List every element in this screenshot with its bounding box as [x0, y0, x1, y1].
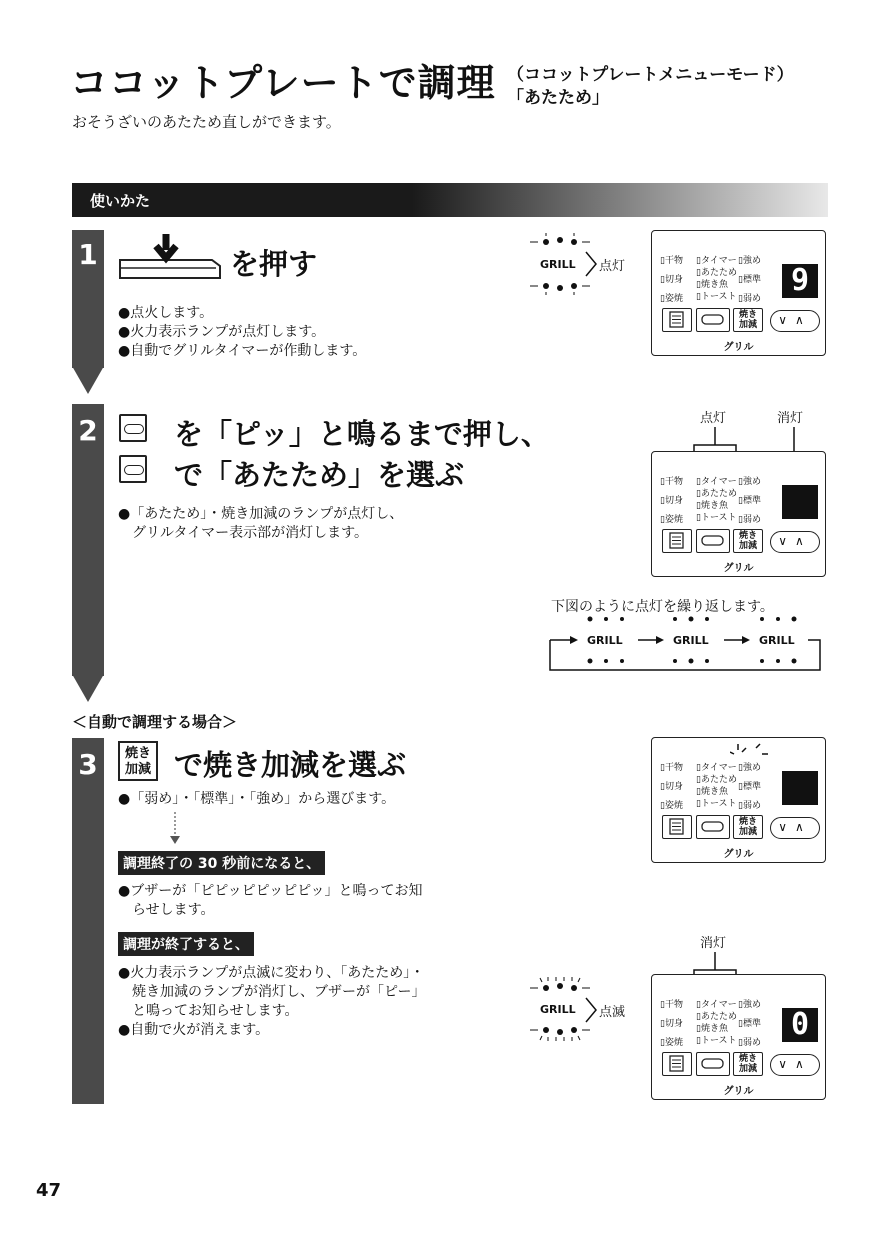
panel-label-yakizakana: ▯焼き魚	[696, 280, 728, 290]
grill-label: GRILL	[540, 258, 576, 271]
panel-label-himono: ▯干物	[660, 1000, 683, 1010]
bullet: らせします。	[118, 902, 215, 918]
menu-button-icon	[662, 529, 692, 553]
grill-label: GRILL	[540, 1003, 576, 1016]
panel-label-toast: ▯トースト	[696, 513, 737, 523]
control-panel-1	[651, 230, 826, 356]
grill-key-icon	[119, 455, 147, 483]
page-subtitle: おそうざいのあたため直しができます。	[72, 113, 341, 131]
panel-label-kirimi: ▯切身	[660, 275, 683, 285]
yaki-label-1: 焼き	[738, 817, 757, 827]
panel-label-kirimi: ▯切身	[660, 782, 683, 792]
blink-marks-icon	[730, 742, 770, 776]
panel-label-kirimi: ▯切身	[660, 496, 683, 506]
step-1-number: 1	[78, 238, 98, 271]
panel-label-tsuyome: ▯強め	[738, 256, 761, 266]
yaki-kagen-button	[733, 308, 763, 332]
step-2-number: 2	[78, 414, 98, 447]
note-finish-label: 調理が終了すると、	[118, 932, 254, 956]
grill-button-icon	[696, 529, 730, 553]
step-1-bullets	[118, 304, 366, 361]
panel-label-sugata: ▯姿焼	[660, 515, 683, 525]
yaki-kagen-button	[733, 1052, 763, 1076]
off-label: 消灯	[777, 411, 804, 426]
step-3-column	[72, 738, 104, 1104]
step-3-number: 3	[78, 748, 98, 781]
page-title: ココットプレートで調理	[70, 61, 496, 105]
bullet: ●「あたため」・焼き加減のランプが点灯し、	[118, 506, 404, 522]
lit-label: 点灯	[700, 411, 727, 426]
menu-button-icon	[662, 1052, 692, 1076]
grill-button-icon	[696, 815, 730, 839]
step-2-heading-1: を「ピッ」と鳴るまで押し、	[174, 417, 550, 451]
grill-label: GRILL	[759, 634, 795, 647]
panel-label-yakizakana: ▯焼き魚	[696, 1024, 728, 1034]
panel-label-tsuyome: ▯強め	[738, 477, 761, 487]
auto-cooking-label: ＜自動で調理する場合＞	[72, 713, 238, 731]
panel-label-toast: ▯トースト	[696, 799, 737, 809]
panel-grill-label: グリル	[723, 563, 754, 574]
step-1-heading: を押す	[230, 247, 318, 281]
timer-display: 0	[782, 1008, 818, 1042]
key-label-2: 加減	[124, 762, 151, 777]
panel-label-himono: ▯干物	[660, 477, 683, 487]
step-3-bullets	[118, 790, 395, 809]
timer-display: 9	[782, 264, 818, 298]
panel-label-atatame: ▯あたため	[696, 268, 737, 278]
dashed-arrow	[168, 812, 182, 846]
yaki-label-2: 加減	[738, 541, 757, 551]
step-3-heading: で焼き加減を選ぶ	[174, 748, 407, 782]
bullet: グリルタイマー表示部が消灯します。	[118, 525, 369, 541]
panel-label-yakizakana: ▯焼き魚	[696, 501, 728, 511]
yaki-label-2: 加減	[738, 827, 757, 837]
page-title-mode: （ココットプレートメニューモード）	[507, 65, 794, 85]
grill-key-icon	[119, 414, 147, 442]
panel-grill-label: グリル	[723, 849, 754, 860]
panel-label-sugata: ▯姿焼	[660, 801, 683, 811]
up-down-buttons: ∨∧	[770, 310, 820, 332]
panel-label-tsuyome: ▯強め	[738, 1000, 761, 1010]
page-number: 47	[36, 1180, 62, 1201]
bullet: と鳴ってお知らせします。	[118, 1003, 299, 1019]
bullet: ●自動で火が消えます。	[118, 1022, 270, 1038]
bullet: ●点火します。	[118, 305, 214, 321]
control-panel-4	[651, 974, 826, 1100]
grill-button-icon	[696, 1052, 730, 1076]
section-bar	[72, 183, 828, 217]
bullet: ●火力表示ランプが点滅に変わり、「あたため」・	[118, 965, 425, 981]
yaki-label-2: 加減	[738, 320, 757, 330]
yaki-label-1: 焼き	[738, 531, 757, 541]
bullet: ●火力表示ランプが点灯します。	[118, 324, 326, 340]
lit-label: 点灯	[599, 259, 626, 274]
sequence-caption: 下図のように点灯を繰り返します。	[551, 599, 774, 615]
control-panel-3	[651, 737, 826, 863]
panel-label-atatame: ▯あたため	[696, 1012, 737, 1022]
panel-label-hyoujun: ▯標準	[738, 275, 761, 285]
panel-label-yowame: ▯弱め	[738, 294, 761, 304]
key-label-1: 焼き	[124, 746, 151, 761]
panel-label-kirimi: ▯切身	[660, 1019, 683, 1029]
panel-label-timer: ▯タイマー	[696, 477, 737, 487]
panel-grill-label: グリル	[723, 1086, 754, 1097]
timer-display-off	[782, 771, 818, 805]
step-2-arrow	[72, 674, 104, 702]
panel-label-yowame: ▯弱め	[738, 801, 761, 811]
bullet: ●ブザーが「ピピッピピッピピッ」と鳴ってお知	[118, 883, 423, 899]
step-2-heading-2: で「あたため」を選ぶ	[174, 458, 465, 492]
panel-label-timer: ▯タイマー	[696, 1000, 737, 1010]
panel-label-tsuyome: ▯強め	[738, 763, 761, 773]
menu-button-icon	[662, 815, 692, 839]
grill-label: GRILL	[673, 634, 709, 647]
yaki-kagen-button	[733, 529, 763, 553]
panel-label-yowame: ▯弱め	[738, 1038, 761, 1048]
bullet: ●自動でグリルタイマーが作動します。	[118, 343, 367, 359]
panel-label-hyoujun: ▯標準	[738, 1019, 761, 1029]
grill-button-press-icon	[116, 232, 226, 284]
off-label: 消灯	[700, 936, 727, 951]
panel-label-himono: ▯干物	[660, 256, 683, 266]
panel-label-toast: ▯トースト	[696, 1036, 737, 1046]
panel-label-atatame: ▯あたため	[696, 775, 737, 785]
panel-label-sugata: ▯姿焼	[660, 1038, 683, 1048]
blink-label: 点滅	[599, 1005, 626, 1020]
step-2-bullets	[118, 505, 403, 543]
panel-label-toast: ▯トースト	[696, 292, 737, 302]
panel-label-himono: ▯干物	[660, 763, 683, 773]
panel-label-yowame: ▯弱め	[738, 515, 761, 525]
yaki-label-1: 焼き	[738, 310, 757, 320]
step-1-arrow	[72, 366, 104, 394]
timer-display-off	[782, 485, 818, 519]
panel-label-hyoujun: ▯標準	[738, 782, 761, 792]
note-30sec-bullets	[118, 882, 423, 920]
up-down-buttons: ∨∧	[770, 531, 820, 553]
yaki-label-1: 焼き	[738, 1054, 757, 1064]
page-title-menu: 「あたため」	[507, 88, 609, 108]
yaki-label-2: 加減	[738, 1064, 757, 1074]
grill-button-icon	[696, 308, 730, 332]
up-down-buttons: ∨∧	[770, 1054, 820, 1076]
panel-label-timer: ▯タイマー	[696, 763, 737, 773]
section-bar-label: 使いかた	[90, 192, 151, 210]
panel-label-yakizakana: ▯焼き魚	[696, 787, 728, 797]
yaki-kagen-key-icon	[118, 741, 158, 781]
control-panel-2	[651, 451, 826, 577]
yaki-kagen-button	[733, 815, 763, 839]
panel-grill-label: グリル	[723, 342, 754, 353]
bullet: ●「弱め」・「標準」・「強め」から選びます。	[118, 791, 396, 807]
grill-label: GRILL	[587, 634, 623, 647]
menu-button-icon	[662, 308, 692, 332]
note-finish-bullets	[118, 964, 425, 1040]
panel-label-atatame: ▯あたため	[696, 489, 737, 499]
up-down-buttons: ∨∧	[770, 817, 820, 839]
panel-label-sugata: ▯姿焼	[660, 294, 683, 304]
note-30sec-label: 調理終了の 30 秒前になると、	[118, 851, 325, 875]
bullet: 焼き加減のランプが消灯し、ブザーが「ピー」	[118, 984, 426, 1000]
panel-label-timer: ▯タイマー	[696, 256, 737, 266]
panel-label-hyoujun: ▯標準	[738, 496, 761, 506]
